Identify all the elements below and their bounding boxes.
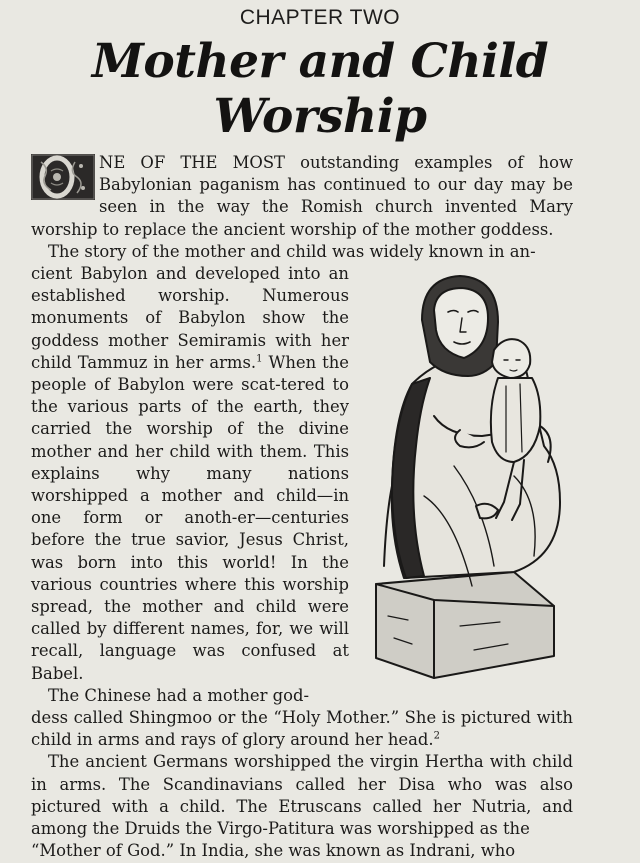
paragraph-1-rest: Babylonian paganism has continued to our day may be seen in the way the Romish church invented Mary worship to replace the ancient worship of the mother goddess. bbox=[31, 175, 573, 239]
paragraph-3-rest: dess called Shingmoo or the “Holy Mother.” She is pictured with child in arms and rays of glory around her head. bbox=[31, 708, 573, 750]
chapter-title: Mother and Child Worship bbox=[91, 34, 549, 144]
paragraph-3-line-1: The Chinese had a mother god- bbox=[48, 685, 310, 705]
paragraph-2-wrap bbox=[31, 263, 349, 685]
footnote-marker-2: 2 bbox=[433, 730, 440, 742]
paragraph-1-first-line: NE OF THE MOST outstanding examples of how bbox=[99, 153, 573, 172]
paragraph-2-line-1: The story of the mother and child was widely known in an- bbox=[48, 241, 536, 261]
chapter-label: CHAPTER TWO bbox=[239, 6, 401, 29]
paragraph-2-continued: When the people of Babylon were scat-tered to the various parts of the earth, they carried the worship of the divine mother and her child with them. This explains why many nations worshipped a mother and child—in one form or anoth-er—centuries before the true savior, Jesus Christ, was born into this world! In the various countries where this worship spread, the mother and child were called by different names, for, we will recall, language was confused at Babel. bbox=[31, 352, 350, 683]
paragraph-2-text: cient Babylon and developed into an established worship. Numerous monuments of Babylon show the goddess mother Semiramis with her child Tammuz in her arms. bbox=[31, 264, 349, 372]
mother-and-child-statue-illustration-icon bbox=[364, 266, 570, 694]
ornamental-drop-cap-o-icon bbox=[31, 154, 95, 200]
paragraph-4: The ancient Germans worshipped the virgin Hertha with child in arms. The Scandinavians called her Disa who was also pictured with a child. The Etruscans called her Nutria, and among the Druids the Virgo-Patitura was worshipped as the bbox=[31, 752, 573, 839]
footnote-marker-1: 1 bbox=[256, 353, 263, 365]
paragraph-4-cut-line: “Mother of God.” In India, she was known as Indrani, who bbox=[31, 841, 516, 861]
